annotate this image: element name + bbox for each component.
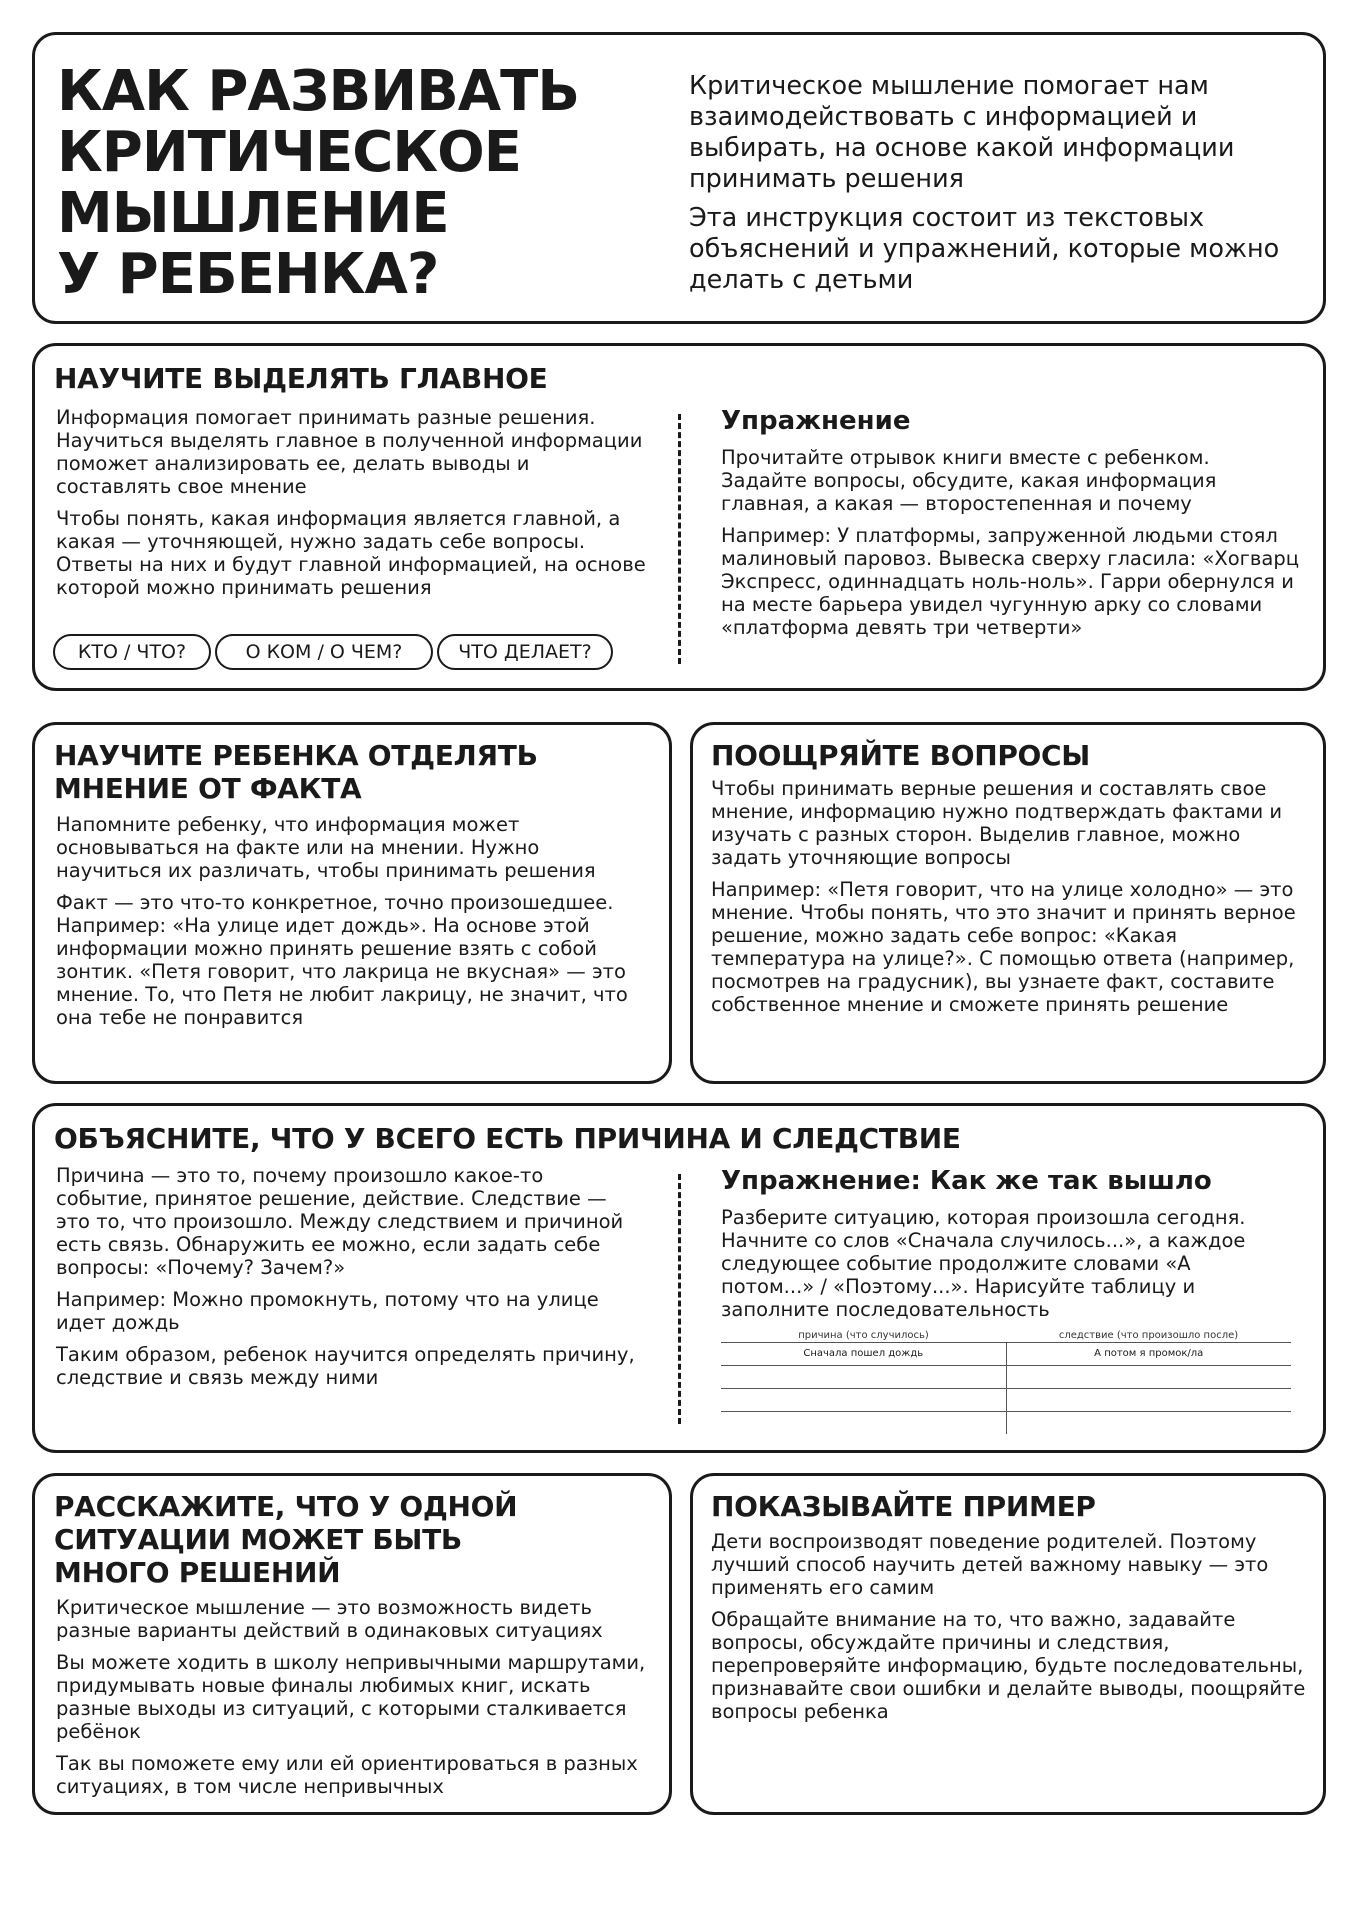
paragraph: Чтобы принимать верные решения и составлять свое мнение, информацию нужно подтверждать фактами и изучать с разных сторон. Выделив главное, можно задать уточняющие вопросы <box>711 777 1283 869</box>
page-title <box>57 61 579 305</box>
page-title-line: КРИТИЧЕСКОЕ <box>57 120 521 185</box>
section-body <box>711 777 1306 1025</box>
table-header <box>721 1330 1291 1342</box>
table-cell <box>1007 1366 1292 1388</box>
page-title-line: КАК РАЗВИВАТЬ <box>57 59 580 124</box>
paragraph: Например: Можно промокнуть, потому что на улице идет дождь <box>56 1288 599 1334</box>
section-body <box>56 1164 636 1398</box>
paragraph: Напомните ребенку, что информация может основываться на факте или на мнении. Нужно научиться их различать, чтобы принимать решения <box>56 813 596 882</box>
section-fact-opinion <box>32 722 672 1084</box>
dashed-divider <box>678 414 681 664</box>
paragraph: Чтобы понять, какая информация является главной, а какая — уточняющей, нужно задать себе вопросы. Ответы на них и будут главной информацией, на основе которой можно принимать решения <box>56 507 646 599</box>
paragraph: Так вы поможете ему или ей ориентироваться в разных ситуациях, в том числе непривычных <box>56 1752 638 1798</box>
table-cell <box>721 1412 1007 1434</box>
section-many-solutions <box>32 1473 672 1815</box>
page-title-line: МЫШЛЕНИЕ <box>57 181 449 246</box>
cause-effect-table <box>721 1330 1291 1434</box>
page-title-line: У РЕБЕНКА? <box>57 242 439 307</box>
paragraph: Например: У платформы, запруженной людьми стоял малиновый паровоз. Вывеска сверху гласила: «Хогварц Экспресс, одиннадцать ноль-ноль». Гарри обернулся и на месте барьера увидел чугунную арку со словами «платформа девять три четверти» <box>721 524 1300 639</box>
section-main-idea <box>32 343 1326 691</box>
table-cell <box>1007 1412 1292 1434</box>
paragraph: Обращайте внимание на то, что важно, задавайте вопросы, обсуждайте причины и следствия, перепроверяйте информацию, будьте последовательны, признавайте свои ошибки и делайте выводы, поощряйте вопросы ребенка <box>711 1608 1306 1723</box>
section-body <box>56 813 646 1038</box>
question-pill: ЧТО ДЕЛАЕТ? <box>437 634 613 670</box>
section-title: РАССКАЖИТЕ, ЧТО У ОДНОЙ СИТУАЦИИ МОЖЕТ БЫТЬ МНОГО РЕШЕНИЙ <box>54 1490 518 1589</box>
dashed-divider <box>678 1174 681 1424</box>
section-encourage-questions <box>690 722 1326 1084</box>
paragraph: Факт — это что-то конкретное, точно произошедшее. Например: «На улице идет дождь». На основе этой информации можно принять решение взять с собой зонтик. «Петя говорит, что лакрица не вкусная» — это мнение. То, что Петя не любит лакрицу, не значит, что она тебе не понравится <box>56 891 628 1029</box>
intro-paragraph: Критическое мышление помогает нам взаимодействовать с информацией и выбирать, на основе какой информации принимать решения <box>689 71 1235 194</box>
table-cell: Сначала пошел дождь <box>721 1343 1007 1365</box>
section-title: ОБЪЯСНИТЕ, ЧТО У ВСЕГО ЕСТЬ ПРИЧИНА И СЛЕДСТВИЕ <box>54 1122 961 1155</box>
section-body <box>711 1530 1311 1732</box>
table-header-cell: причина (что случилось) <box>798 1330 929 1341</box>
paragraph: Вы можете ходить в школу непривычными маршрутами, придумывать новые финалы любимых книг, искать разные выходы из ситуаций, с которыми сталкивается ребёнок <box>56 1651 646 1743</box>
table-header-cell: следствие (что произошло после) <box>1058 1330 1239 1341</box>
table-row <box>721 1388 1291 1411</box>
section-title: НАУЧИТЕ РЕБЕНКА ОТДЕЛЯТЬ МНЕНИЕ ОТ ФАКТА <box>54 739 538 805</box>
section-body <box>56 1596 646 1807</box>
paragraph: Таким образом, ребенок научится определять причину, следствие и связь между ними <box>56 1343 635 1389</box>
section-set-example <box>690 1473 1326 1815</box>
table-cell <box>721 1366 1007 1388</box>
table-cell: А потом я промок/ла <box>1094 1348 1204 1359</box>
intro-paragraph: Эта инструкция состоит из текстовых объяснений и упражнений, которые можно делать с детьми <box>689 203 1280 295</box>
paragraph: Критическое мышление — это возможность видеть разные варианты действий в одинаковых ситуациях <box>56 1596 603 1642</box>
paragraph: Разберите ситуацию, которая произошла сегодня. Начните со слов «Сначала случилось...», а каждое следующее событие продолжите словами «А потом...» / «Поэтому...». Нарисуйте таблицу и заполните последовательность <box>721 1206 1246 1321</box>
exercise-body <box>721 446 1301 648</box>
paragraph: Причина — это то, почему произошло какое-то событие, принятое решение, действие. Следствие — это то, что произошло. Между следствием и причиной есть связь. Обнаружить ее можно, если задать себе вопросы: «Почему? Зачем?» <box>56 1164 624 1279</box>
section-body <box>56 406 646 608</box>
question-pill: О КОМ / О ЧЕМ? <box>215 634 433 670</box>
section-title: НАУЧИТЕ ВЫДЕЛЯТЬ ГЛАВНОЕ <box>54 362 548 395</box>
exercise-body <box>721 1206 1281 1330</box>
section-title: ПООЩРЯЙТЕ ВОПРОСЫ <box>711 739 1091 772</box>
table-cell <box>1007 1389 1292 1411</box>
exercise-title: Упражнение <box>721 406 911 436</box>
section-cause-effect <box>32 1103 1326 1453</box>
table-row <box>721 1411 1291 1434</box>
question-pills <box>53 634 613 670</box>
section-title: ПОКАЗЫВАЙТЕ ПРИМЕР <box>711 1490 1096 1523</box>
paragraph: Информация помогает принимать разные решения. Научиться выделять главное в полученной информации поможет анализировать ее, делать выводы и составлять свое мнение <box>56 406 643 498</box>
paragraph: Дети воспроизводят поведение родителей. Поэтому лучший способ научить детей важному навыку — это применять его самим <box>711 1530 1269 1599</box>
paragraph: Прочитайте отрывок книги вместе с ребенком. Задайте вопросы, обсудите, какая информация главная, а какая — второстепенная и почему <box>721 446 1217 515</box>
table-cell <box>721 1389 1007 1411</box>
intro-text <box>689 71 1289 304</box>
paragraph: Например: «Петя говорит, что на улице холодно» — это мнение. Чтобы понять, что это значит и принять верное решение, можно задать себе вопрос: «Какая температура на улице?». С помощью ответа (например, посмотрев на градусник), вы узнаете факт, составите собственное мнение и сможете принять решение <box>711 878 1296 1016</box>
exercise-title: Упражнение: Как же так вышло <box>721 1166 1212 1196</box>
question-pill: КТО / ЧТО? <box>53 634 211 670</box>
table-row <box>721 1342 1291 1365</box>
table-row <box>721 1365 1291 1388</box>
header-card <box>32 32 1326 324</box>
